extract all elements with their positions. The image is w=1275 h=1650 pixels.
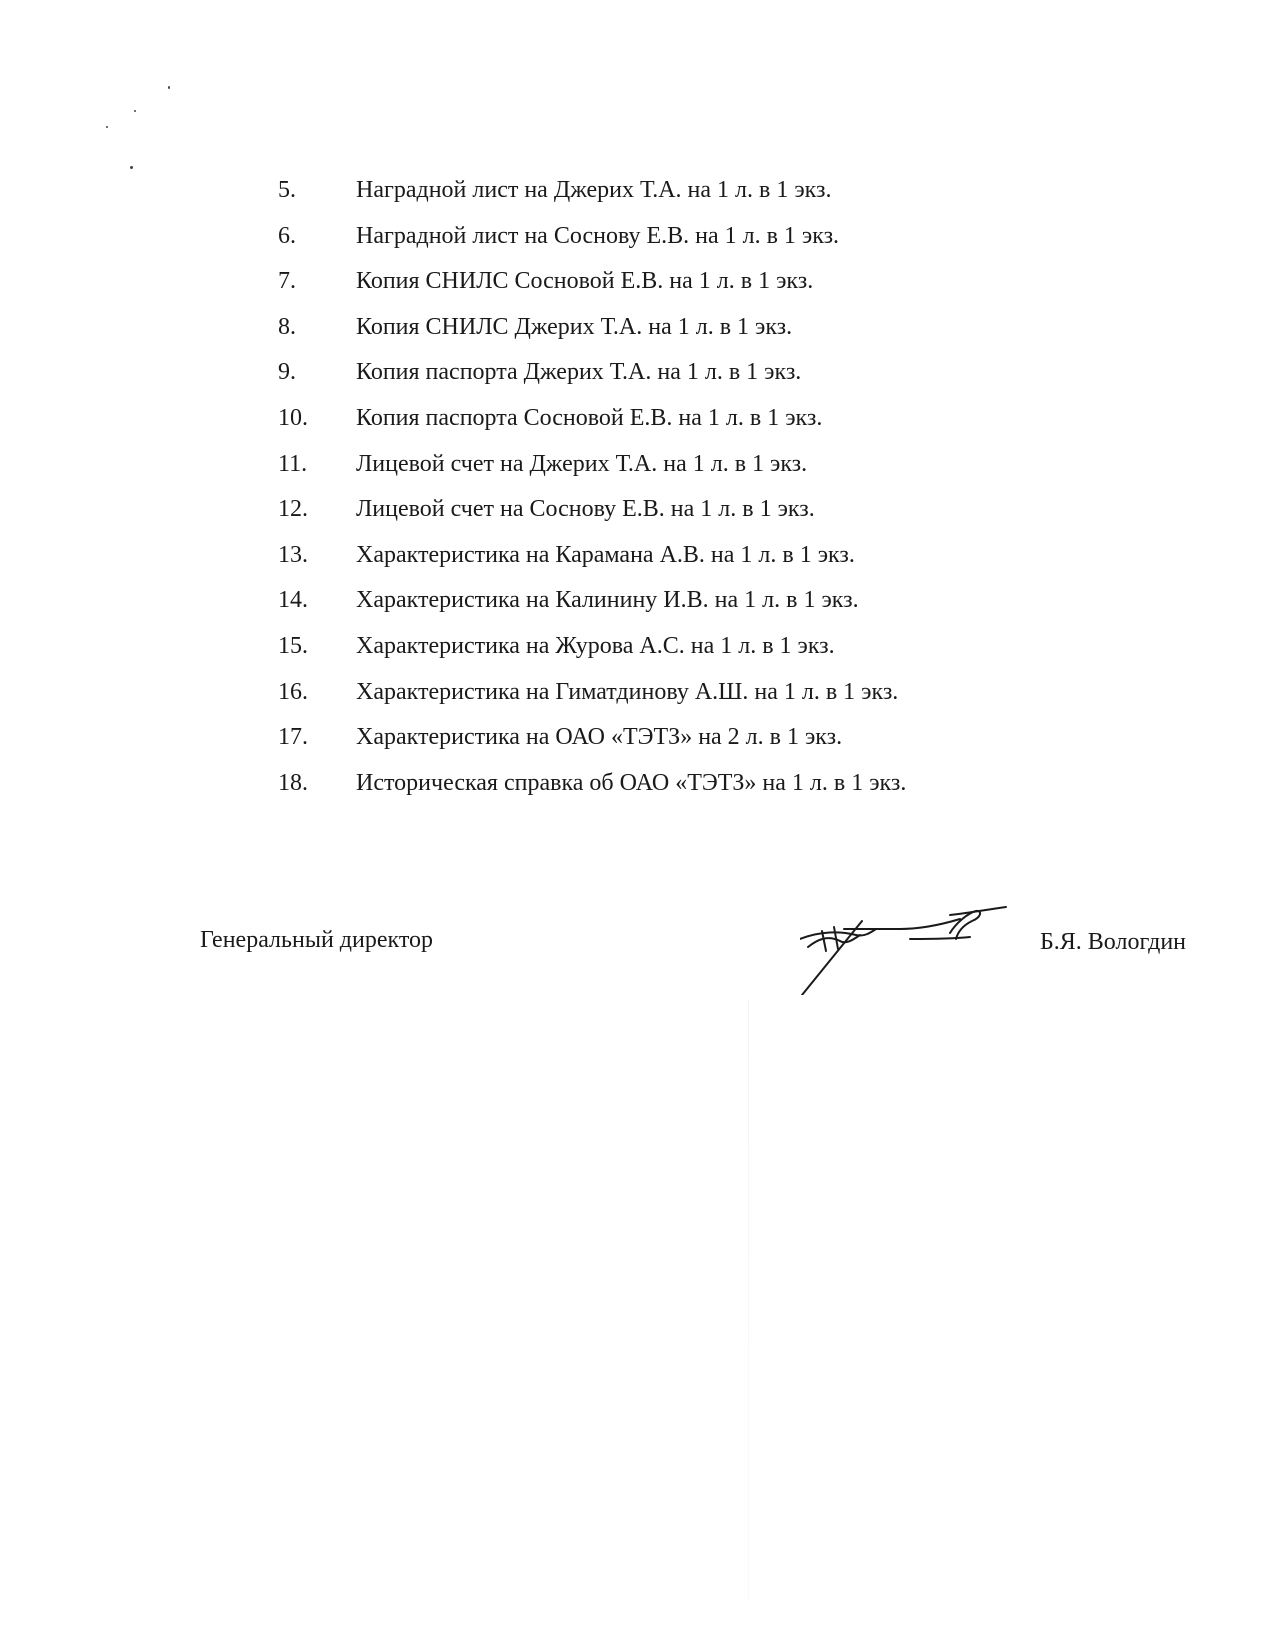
item-number: 9. (278, 359, 296, 386)
item-number: 7. (278, 268, 296, 295)
scan-artifact-line (748, 1000, 749, 1600)
item-text: Характеристика на Карамана А.В. на 1 л. в 1 экз. (356, 541, 855, 568)
scan-speck (168, 86, 170, 89)
scan-speck (106, 126, 108, 128)
item-number: 18. (278, 769, 308, 796)
item-number: 10. (278, 404, 308, 431)
scan-speck (134, 110, 136, 112)
item-text: Копия СНИЛС Джерих Т.А. на 1 л. в 1 экз. (356, 313, 793, 340)
handwritten-signature (800, 895, 1010, 995)
scan-speck (130, 166, 133, 169)
item-text: Лицевой счет на Джерих Т.А. на 1 л. в 1 экз. (356, 450, 808, 477)
item-number: 8. (278, 313, 296, 340)
item-text: Наградной лист на Джерих Т.А. на 1 л. в 1 экз. (356, 177, 832, 203)
item-text: Характеристика на Калинину И.В. на 1 л. в 1 экз. (356, 587, 859, 614)
item-text: Историческая справка об ОАО «ТЭТЗ» на 1 л. в 1 экз. (356, 769, 907, 796)
item-number: 13. (278, 541, 308, 568)
item-number: 15. (278, 632, 308, 659)
item-number: 14. (278, 587, 308, 614)
signatory-name: Б.Я. Вологдин (1040, 929, 1187, 955)
item-number: 12. (278, 496, 308, 523)
item-text: Характеристика на ОАО «ТЭТЗ» на 2 л. в 1 экз. (356, 724, 843, 751)
item-number: 16. (278, 678, 308, 705)
item-number: 5. (278, 177, 296, 203)
item-text: Копия СНИЛС Сосновой Е.В. на 1 л. в 1 экз. (356, 268, 814, 295)
signatory-title: Генеральный директор (200, 927, 434, 953)
item-text: Наградной лист на Соснову Е.В. на 1 л. в 1 экз. (356, 222, 840, 249)
item-text: Характеристика на Журова А.С. на 1 л. в 1 экз. (356, 632, 835, 659)
item-text: Лицевой счет на Соснову Е.В. на 1 л. в 1 экз. (356, 496, 815, 523)
item-number: 11. (278, 450, 308, 477)
item-text: Характеристика на Гиматдинову А.Ш. на 1 л. в 1 экз. (356, 678, 899, 705)
item-text: Копия паспорта Сосновой Е.В. на 1 л. в 1 экз. (356, 404, 823, 431)
item-text: Копия паспорта Джерих Т.А. на 1 л. в 1 экз. (356, 359, 802, 386)
item-number: 17. (278, 724, 308, 751)
item-number: 6. (278, 222, 296, 249)
